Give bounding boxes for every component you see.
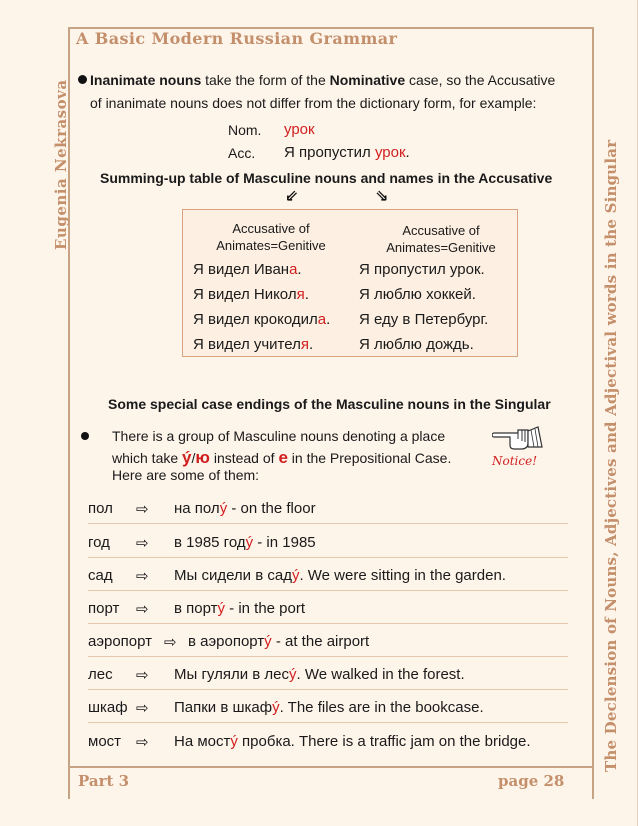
frame-bottom-rule bbox=[68, 766, 592, 768]
row-divider bbox=[88, 722, 568, 723]
group-line-3: Here are some of them: bbox=[112, 467, 260, 483]
right-header-2: Animates=Genitive bbox=[386, 240, 496, 255]
intro-line-1 bbox=[78, 72, 555, 88]
special-heading: Some special case endings of the Masculine nouns in the Singular bbox=[108, 396, 551, 412]
bullet-dot bbox=[78, 75, 87, 84]
intro-lead: Inanimate nouns bbox=[90, 72, 202, 88]
group-line-2: which take ý/ю instead of e in the Prepositional Case. bbox=[112, 448, 452, 467]
frame-right-rule bbox=[592, 27, 594, 799]
acc-example bbox=[284, 144, 410, 161]
book-title: A Basic Modern Russian Grammar bbox=[76, 29, 398, 48]
notice-label: Notice! bbox=[492, 454, 538, 468]
pointing-hand-icon bbox=[492, 421, 544, 453]
row-divider bbox=[88, 689, 568, 690]
arrow-right-icon: ⇨ bbox=[136, 700, 149, 717]
left-header-1: Accusative of bbox=[232, 221, 310, 236]
left-header-2: Animates=Genitive bbox=[216, 238, 326, 253]
acc-prefix: Я пропустил bbox=[284, 144, 375, 161]
accusative-table bbox=[182, 209, 518, 357]
arrow-right-icon: ⇨ bbox=[136, 535, 149, 552]
group-line-1: There is a group of Masculine nouns denoting a place bbox=[112, 428, 446, 444]
intro-line-2: of inanimate nouns does not differ from the dictionary form, for example: bbox=[90, 95, 537, 111]
acc-suffix: . bbox=[405, 144, 410, 161]
nom-label: Nom. bbox=[228, 122, 262, 138]
row-divider bbox=[88, 523, 568, 524]
bullet-dot bbox=[81, 432, 89, 440]
arrow-right-icon: ⇨ bbox=[136, 734, 149, 751]
part-label: Part 3 bbox=[78, 772, 130, 790]
acc-value: урок bbox=[374, 144, 406, 161]
right-header-1: Accusative of bbox=[402, 223, 480, 238]
arrow-right-icon: ⇨ bbox=[164, 634, 177, 651]
row-divider bbox=[88, 590, 568, 591]
left-row: Я видел Николя. bbox=[193, 286, 309, 303]
left-row: Я видел Ивана. bbox=[193, 261, 302, 278]
right-row: Я люблю хоккей. bbox=[359, 286, 476, 303]
arrow-down-left-icon: ⇙ bbox=[285, 188, 299, 205]
left-row: Я видел учителя. bbox=[193, 336, 314, 353]
right-row: Я еду в Петербург. bbox=[359, 311, 489, 328]
arrow-right-icon: ⇨ bbox=[136, 601, 149, 618]
row-divider bbox=[88, 557, 568, 558]
intro-mid1: take the form of the bbox=[201, 72, 330, 88]
right-row: Я люблю дождь. bbox=[359, 336, 474, 353]
arrow-right-icon: ⇨ bbox=[136, 568, 149, 585]
row-divider bbox=[88, 656, 568, 657]
row-divider bbox=[88, 623, 568, 624]
side-author: Eugenia Nekrasova bbox=[52, 79, 70, 250]
nom-value: урок bbox=[284, 121, 315, 138]
arrow-right-icon: ⇨ bbox=[136, 501, 149, 518]
intro-case: Nominative bbox=[329, 72, 406, 88]
page: A Basic Modern Russian Grammar Eugenia Nekrasova The Declension of Nouns, Adjectives and Adjectival words in the Singular Inanimate nouns take the form of the Nominative case, so the Accusative of inanimate nouns does not differ from the dictionary form, for example: Nom. урок Acc. Я пропустил урок. Summing-up table of Masculine nouns and names in the Accusative ⇙ ⇘ Accusative of Animates=Genitive Accusative of Animates=Genitive Я видел Ивана. Я видел Николя. Я видел крокодила. Я видел учителя. Я пропустил урок. Я люблю хоккей. Я еду в Петербург. Я люблю дождь. Some special case endings of the Masculine nouns in the Singular There is a group of Masculine nouns denoting a place which take ý/ю instead of e in the Prepositional Case. Here are some of them: Notice! пол ⇨ на полý - on the floor год ⇨ в 1985 годý - in 1985 сад ⇨ Мы сидели в садý. We were sitting in the garden. порт ⇨ в портý - in the port аэропорт ⇨ в аэропортý - at the airport лес ⇨ Мы гуляли в лесý. We walked in the forest. шкаф ⇨ Папки в шкафý. The files are in the bookcase. мост ⇨ На мостý пробка. There is a traffic jam on the bridge. Part 3 page 28 bbox=[0, 0, 638, 826]
right-row: Я пропустил урок. bbox=[359, 261, 485, 278]
arrow-right-icon: ⇨ bbox=[136, 667, 149, 684]
left-row: Я видел крокодила. bbox=[193, 311, 331, 328]
arrow-down-right-icon: ⇘ bbox=[375, 188, 389, 205]
side-topic: The Declension of Nouns, Adjectives and Adjectival words in the Singular bbox=[602, 139, 620, 772]
intro-mid2: case, so the Accusative bbox=[405, 72, 556, 88]
page-number: page 28 bbox=[498, 772, 565, 790]
acc-label: Acc. bbox=[228, 145, 256, 161]
summary-heading: Summing-up table of Masculine nouns and names in the Accusative bbox=[100, 170, 553, 186]
